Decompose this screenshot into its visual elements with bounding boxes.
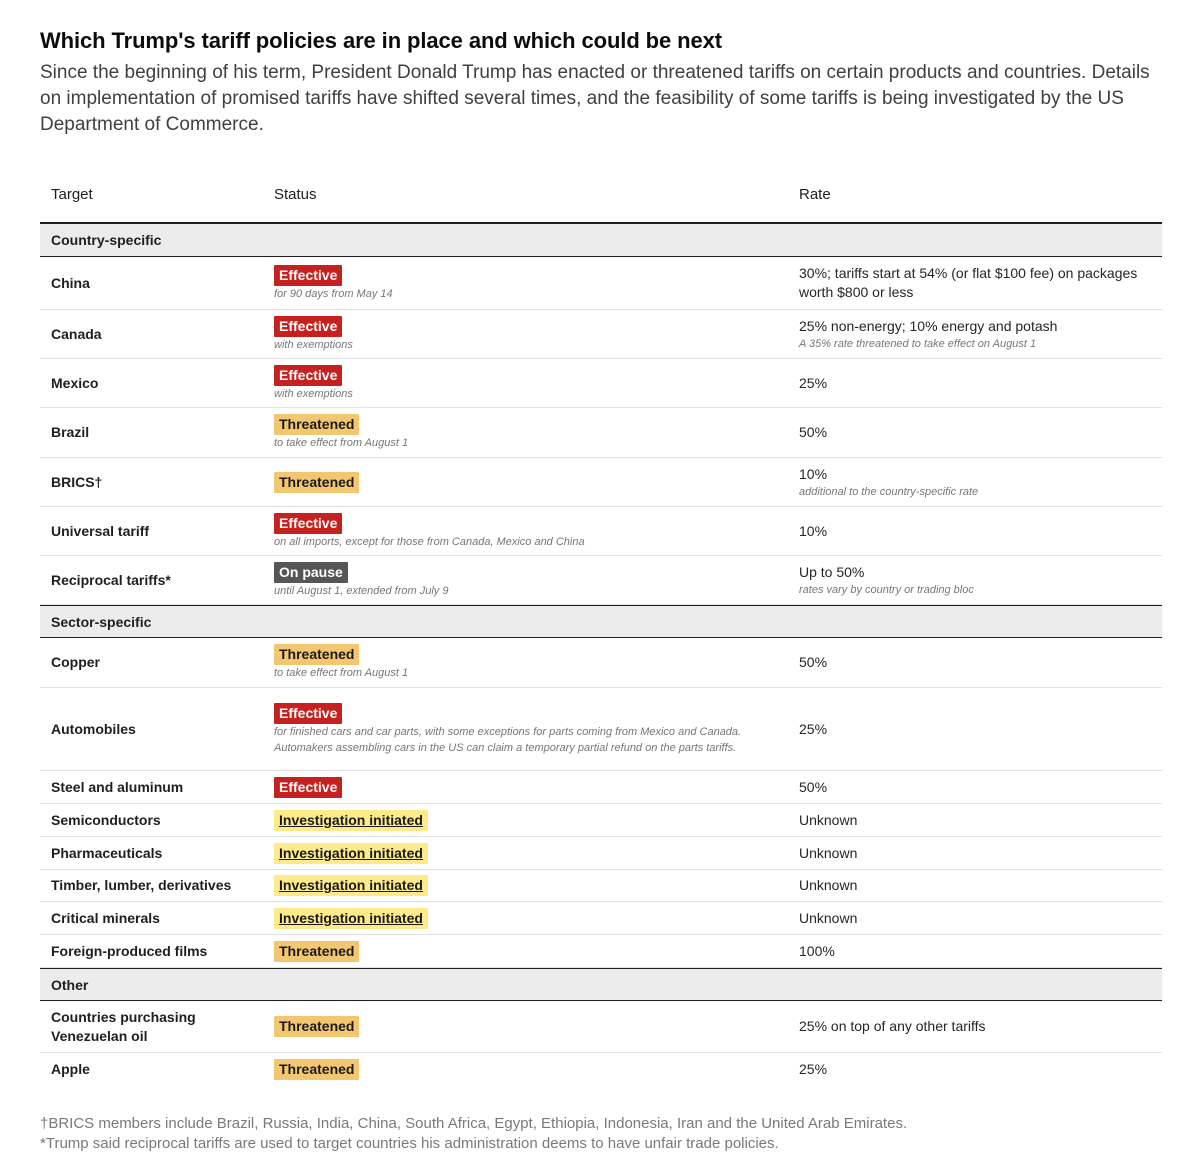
row-target: Apple (51, 1060, 90, 1077)
status-note: for 90 days from May 14 (274, 287, 393, 300)
row-status (274, 472, 799, 493)
row-status (274, 644, 799, 681)
tariff-table (40, 186, 1162, 1085)
rate-value: 25% (799, 374, 828, 391)
status-badge: Effective (274, 265, 342, 286)
table-row (40, 408, 1162, 458)
row-target: Automobiles (51, 720, 136, 737)
table-row (40, 870, 1162, 902)
status-note: to take effect from August 1 (274, 667, 409, 679)
row-rate (799, 876, 1162, 895)
rate-value: 50% (799, 778, 828, 795)
rate-value: Unknown (799, 909, 858, 926)
row-rate (799, 778, 1162, 797)
rate-value: 50% (799, 654, 828, 670)
row-target: Timber, lumber, derivatives (51, 877, 232, 893)
status-badge: Effective (274, 316, 342, 337)
row-status (274, 1059, 799, 1080)
row-rate (799, 264, 1162, 302)
rate-note: A 35% rate threatened to take effect on August 1 (799, 337, 1037, 350)
table-row (40, 458, 1162, 507)
header-status: Status (274, 186, 317, 203)
row-target: Reciprocal tariffs* (51, 571, 171, 588)
status-note: with exemptions (274, 387, 353, 400)
rate-value: 100% (799, 942, 835, 959)
row-target: BRICS† (51, 473, 103, 490)
table-header (40, 186, 1162, 224)
header-rate: Rate (799, 186, 831, 203)
row-status (274, 414, 799, 451)
page-subtitle: Since the beginning of his term, President Donald Trump has enacted or threatened tariffs on certain products and countries. Details on implementation of promised tariffs have shifted several times, and the feasibility of some tariffs is being investigated by the US Department of Commerce. (40, 62, 1150, 135)
row-status (274, 1016, 799, 1037)
table-row (40, 935, 1162, 968)
row-status (274, 265, 799, 302)
footnote-reciprocal: *Trump said reciprocal tariffs are used to target countries his administration deems to have unfair trade policies. (40, 1135, 779, 1152)
row-status (274, 908, 799, 929)
row-target: Foreign-produced films (51, 942, 208, 959)
rate-value: 25% non-energy; 10% energy and potash (799, 317, 1058, 334)
status-badge: Effective (274, 365, 342, 386)
page-title: Which Trump's tariff policies are in place and which could be next (40, 28, 722, 53)
row-target: Universal tariff (51, 522, 150, 539)
row-target: Copper (51, 654, 100, 670)
row-rate (799, 317, 1162, 352)
status-badge: Threatened (274, 1059, 359, 1080)
row-status (274, 810, 799, 831)
row-rate (799, 720, 1162, 739)
row-rate (799, 1060, 1162, 1079)
status-note: on all imports, except for those from Canada, Mexico and China (274, 535, 585, 548)
row-status (274, 365, 799, 402)
status-badge: On pause (274, 562, 348, 583)
section-header: Sector-specific (40, 605, 1162, 638)
row-status (274, 513, 799, 550)
row-rate (799, 374, 1162, 393)
row-rate (799, 811, 1162, 830)
row-target: Pharmaceuticals (51, 844, 163, 861)
table-row (40, 257, 1162, 310)
table-row (40, 771, 1162, 804)
table-body (40, 224, 1162, 1085)
row-status (274, 843, 799, 864)
table-row (40, 507, 1162, 556)
rate-value: 30%; tariffs start at 54% (or flat $100 fee) on packages worth $800 or less (799, 265, 1138, 300)
status-badge[interactable]: Investigation initiated (274, 908, 428, 929)
row-target: China (51, 274, 90, 291)
row-status (274, 562, 799, 599)
table-row (40, 638, 1162, 688)
status-badge[interactable]: Investigation initiated (274, 875, 428, 896)
rate-value: 10% (799, 522, 828, 539)
status-badge: Threatened (274, 1016, 359, 1037)
status-badge: Effective (274, 703, 342, 724)
row-target: Mexico (51, 374, 99, 391)
table-row (40, 688, 1162, 771)
row-rate (799, 909, 1162, 928)
status-note: until August 1, extended from July 9 (274, 584, 449, 597)
table-row (40, 556, 1162, 605)
row-status (274, 777, 799, 798)
footnotes (40, 1114, 907, 1154)
row-rate (799, 942, 1162, 961)
row-target: Canada (51, 325, 102, 342)
rate-note: rates vary by country or trading bloc (799, 583, 974, 596)
table-row (40, 837, 1162, 870)
table-row (40, 1053, 1162, 1085)
rate-value: Up to 50% (799, 563, 865, 580)
row-rate (799, 563, 1162, 598)
row-rate (799, 522, 1162, 541)
table-row (40, 1001, 1162, 1053)
row-status (274, 703, 799, 756)
table-row (40, 902, 1162, 935)
table-row (40, 359, 1162, 408)
status-badge[interactable]: Investigation initiated (274, 810, 428, 831)
rate-value: Unknown (799, 877, 858, 893)
status-badge: Threatened (274, 472, 359, 493)
status-badge: Threatened (274, 644, 359, 665)
status-note: for finished cars and car parts, with some exceptions for parts coming from Mexico and Canada. Automakers assembling cars in the US can claim a temporary partial refund on the parts tariffs. (274, 725, 742, 754)
status-note: with exemptions (274, 338, 353, 351)
row-rate (799, 653, 1162, 672)
header-target: Target (51, 186, 93, 203)
row-target: Critical minerals (51, 909, 160, 926)
row-target: Semiconductors (51, 811, 161, 828)
status-badge: Threatened (274, 414, 359, 435)
row-rate (799, 423, 1162, 442)
status-badge: Effective (274, 777, 342, 798)
row-target: Brazil (51, 424, 90, 440)
rate-value: Unknown (799, 844, 858, 861)
rate-value: 25% (799, 720, 828, 737)
row-target: Steel and aluminum (51, 778, 184, 795)
row-rate (799, 844, 1162, 863)
status-badge: Effective (274, 513, 342, 534)
row-rate (799, 465, 1162, 500)
rate-value: 10% (799, 465, 828, 482)
rate-value: Unknown (799, 811, 858, 828)
row-status (274, 316, 799, 353)
rate-value: 25% (799, 1060, 828, 1077)
status-note: to take effect from August 1 (274, 437, 409, 449)
row-status (274, 875, 799, 896)
rate-value: 25% on top of any other tariffs (799, 1018, 986, 1034)
rate-note: additional to the country-specific rate (799, 485, 979, 498)
section-header: Country-specific (40, 224, 1162, 257)
row-target: Countries purchasing Venezuelan oil (51, 1008, 196, 1044)
row-status (274, 941, 799, 962)
row-rate (799, 1017, 1162, 1036)
rate-value: 50% (799, 424, 828, 440)
table-row (40, 310, 1162, 359)
footnote-brics: †BRICS members include Brazil, Russia, India, China, South Africa, Egypt, Ethiopia, Indonesia, Iran and the United Arab Emirates. (40, 1115, 908, 1132)
status-badge: Threatened (274, 941, 359, 962)
section-header: Other (40, 968, 1162, 1001)
table-row (40, 804, 1162, 837)
status-badge[interactable]: Investigation initiated (274, 843, 428, 864)
